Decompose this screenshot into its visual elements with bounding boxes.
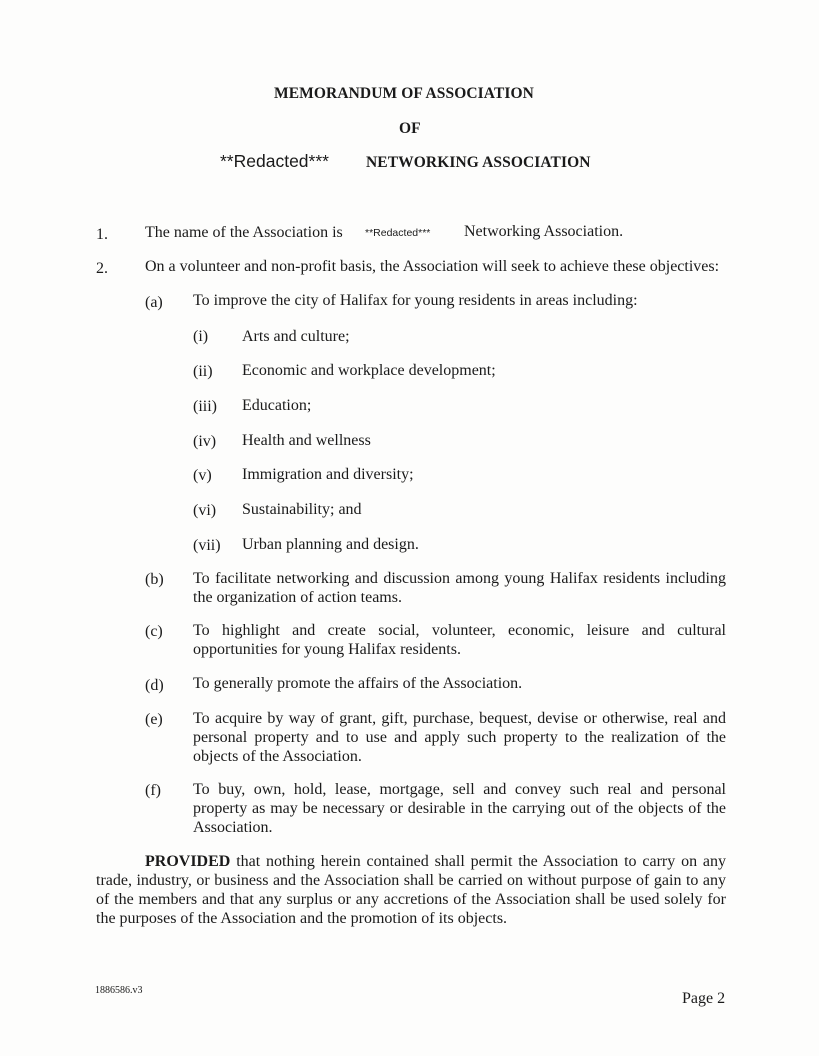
- subitem-label: (iii): [193, 398, 217, 415]
- page-number: Page 2: [682, 990, 726, 1007]
- subitem-label: (ii): [193, 363, 213, 380]
- subitem-text: Health and wellness: [242, 432, 371, 449]
- clause-2-number: 2.: [96, 260, 108, 277]
- subitem-text: Economic and workplace development;: [242, 362, 496, 379]
- item-f-label: (f): [145, 782, 161, 799]
- subitem-label: (iv): [193, 433, 217, 450]
- proviso-lead: PROVIDED: [145, 853, 231, 870]
- title-line-2: OF: [399, 120, 421, 137]
- item-e-text: To acquire by way of grant, gift, purchase, bequest, devise or otherwise, real and personal property and to use and apply such property to the realization of the objects of the Association.: [193, 710, 726, 765]
- subitem-text: Education;: [242, 397, 312, 414]
- document-id: 1886586.v3: [95, 985, 143, 996]
- title-line-3: NETWORKING ASSOCIATION: [366, 154, 591, 171]
- subitem-label: (vii): [193, 537, 221, 554]
- subitem-label: (v): [193, 467, 212, 484]
- proviso-text: that nothing herein contained shall permit the Association to carry on any trade, industry, or business and the Association shall be carried on without purpose of gain to any of the members and that any surplus or any accretions of the Association shall be used solely for the purposes of the Association and the promotion of its objects.: [96, 853, 727, 927]
- subitem-text: Immigration and diversity;: [242, 466, 414, 483]
- item-b-text: To facilitate networking and discussion among young Halifax residents including the organization of action teams.: [193, 570, 726, 606]
- item-e-label: (e): [145, 711, 163, 728]
- item-a-label: (a): [145, 294, 163, 311]
- clause-1-number: 1.: [96, 226, 108, 243]
- clause-1-lead: The name of the Association is: [145, 224, 343, 241]
- subitem-text: Arts and culture;: [242, 328, 350, 345]
- title-line-1: MEMORANDUM OF ASSOCIATION: [274, 85, 534, 102]
- clause-2-text: On a volunteer and non-profit basis, the Association will seek to achieve these objectives:: [145, 258, 720, 275]
- subitem-label: (vi): [193, 502, 217, 519]
- item-d-text: To generally promote the affairs of the Association.: [193, 675, 523, 692]
- proviso-paragraph: [96, 852, 726, 928]
- redacted-name-clause-1: **Redacted***: [365, 227, 431, 239]
- subitem-label: (i): [193, 328, 209, 345]
- item-d-label: (d): [145, 677, 164, 694]
- item-b-label: (b): [145, 571, 164, 588]
- clause-1-tail: Networking Association.: [464, 223, 624, 240]
- item-a-text: To improve the city of Halifax for young residents in areas including:: [193, 292, 638, 309]
- subitem-text: Urban planning and design.: [242, 536, 419, 553]
- clause-1-text: [145, 224, 343, 242]
- redacted-name-title: **Redacted***: [220, 151, 329, 171]
- item-c-label: (c): [145, 623, 163, 640]
- item-f-text: To buy, own, hold, lease, mortgage, sell and convey such real and personal property as may be necessary or desirable in the carrying out of the objects of the Association.: [193, 781, 726, 836]
- subitem-text: Sustainability; and: [242, 501, 362, 518]
- item-c-text: To highlight and create social, volunteer, economic, leisure and cultural opportunities for young Halifax residents.: [193, 622, 726, 658]
